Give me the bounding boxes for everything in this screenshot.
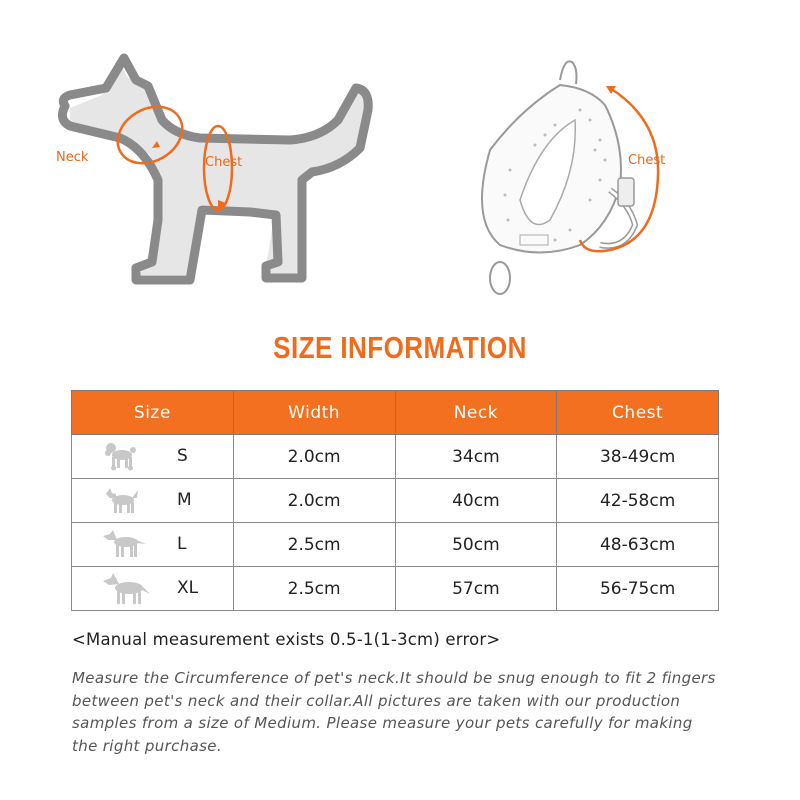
table-row	[72, 567, 719, 611]
size-label: XL	[177, 578, 199, 598]
header-chest: Chest	[557, 391, 719, 435]
size-label: M	[177, 490, 192, 510]
header-size: Size	[72, 391, 234, 435]
size-information-title: SIZE INFORMATION	[273, 330, 527, 365]
measurement-instructions	[72, 667, 752, 757]
neck-label: Neck	[56, 150, 89, 165]
width-cell: 2.5cm	[233, 567, 395, 611]
chest-cell: 48-63cm	[557, 523, 719, 567]
chest-label-dog: Chest	[205, 155, 243, 170]
dog-silhouette-icon	[40, 40, 380, 300]
size-cell	[72, 523, 234, 567]
harness-measurement-illustration	[460, 50, 690, 310]
size-label: L	[177, 534, 187, 554]
table-row	[72, 523, 719, 567]
small-dog-icon	[102, 484, 142, 516]
size-table	[71, 390, 719, 611]
measurement-error-note: <Manual measurement exists 0.5-1(1-3cm) error>	[72, 630, 501, 649]
instruction-line: the right purchase.	[72, 736, 222, 755]
instruction-line: between pet's neck and their collar.All pictures are taken with our production	[72, 691, 681, 710]
neck-cell: 34cm	[395, 435, 557, 479]
table-header-row	[72, 391, 719, 435]
large-dog-icon	[102, 572, 152, 606]
table-row	[72, 479, 719, 523]
width-cell: 2.0cm	[233, 479, 395, 523]
table-row	[72, 435, 719, 479]
header-width: Width	[233, 391, 395, 435]
chest-cell: 56-75cm	[557, 567, 719, 611]
instruction-line: samples from a size of Medium. Please measure your pets carefully for making	[72, 714, 693, 732]
chest-cell: 38-49cm	[557, 435, 719, 479]
neck-cell: 57cm	[395, 567, 557, 611]
width-cell: 2.5cm	[233, 523, 395, 567]
size-label: S	[177, 446, 188, 466]
neck-cell: 50cm	[395, 523, 557, 567]
chest-cell: 42-58cm	[557, 479, 719, 523]
instruction-line: Measure the Circumference of pet's neck.It should be snug enough to fit 2 fingers	[72, 669, 716, 687]
size-cell	[72, 435, 234, 479]
neck-cell: 40cm	[395, 479, 557, 523]
size-cell	[72, 479, 234, 523]
size-cell	[72, 567, 234, 611]
medium-dog-icon	[102, 528, 148, 560]
chest-label-harness: Chest	[628, 153, 666, 168]
poodle-icon	[102, 440, 142, 472]
dog-measurement-illustration	[40, 40, 380, 300]
width-cell: 2.0cm	[233, 435, 395, 479]
harness-icon	[460, 50, 690, 310]
header-neck: Neck	[395, 391, 557, 435]
